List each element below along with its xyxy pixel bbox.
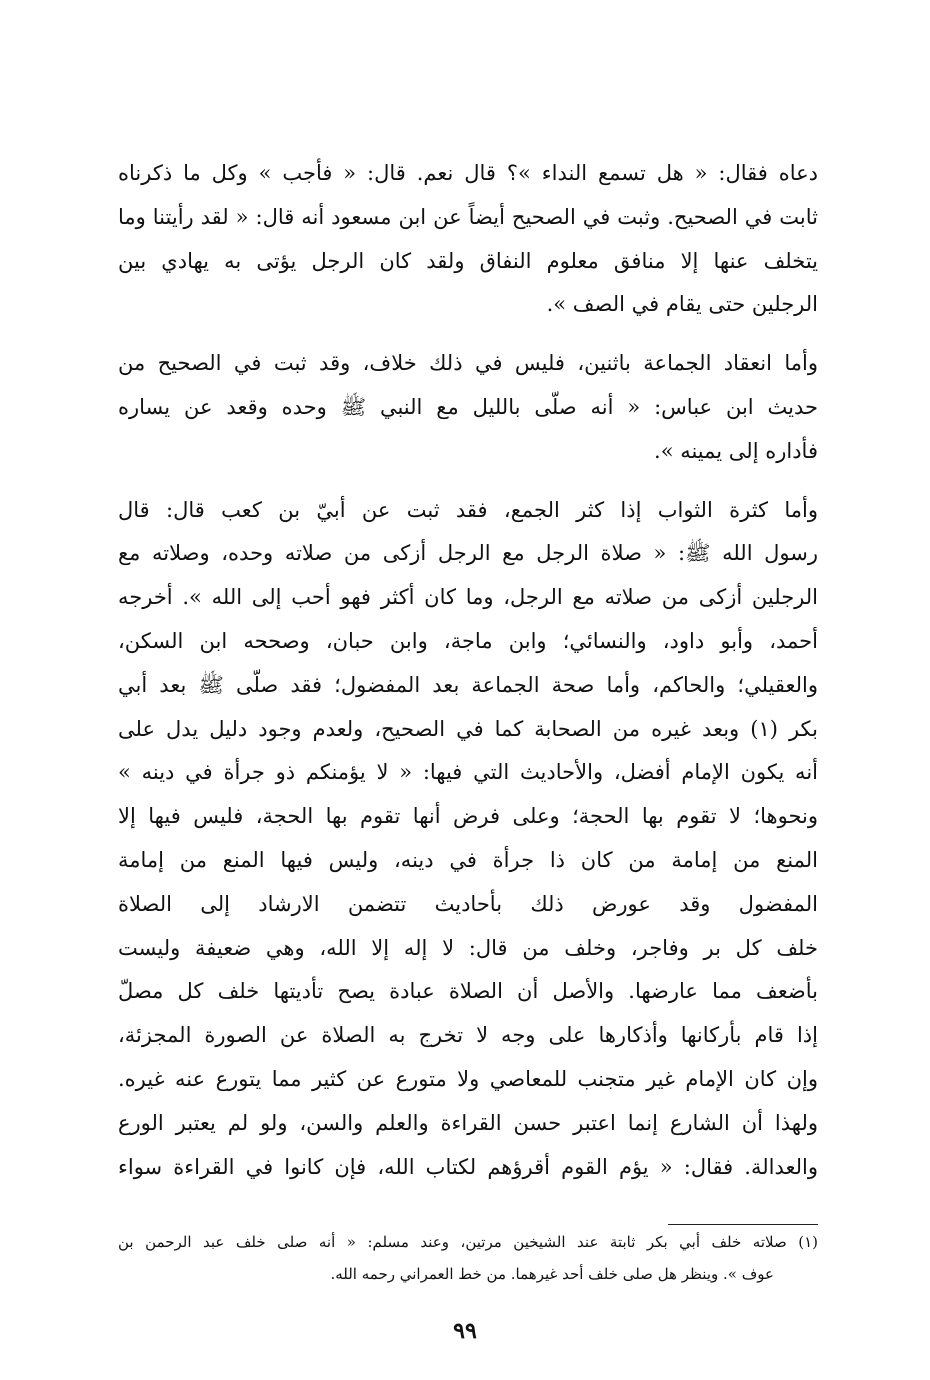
- text-line: خلف كل بر وفاجر، وخلف من قال: لا إله إلا الله، وهي ضعيفة وليست: [118, 935, 818, 960]
- text-line: وأما كثرة الثواب إذا كثر الجمع، فقد ثبت عن أبيّ بن كعب قال: قال: [118, 497, 818, 522]
- footnote-line: عوف ». وينظر هل صلى خلف أحد غيرهما. من خط العمراني رحمه الله.: [330, 1265, 774, 1283]
- text-line: بأضعف مما عارضها. والأصل أن الصلاة عبادة يصح تأديتها خلف كل مصلّ: [118, 979, 818, 1004]
- paragraph-gap: [118, 474, 818, 489]
- paragraph-gap: [118, 327, 818, 342]
- text-line: بكر (١) وبعد غيره من الصحابة كما في الصحيح، ولعدم وجود دليل يدل على: [118, 716, 818, 741]
- text-line: والعقيلي؛ والحاكم، وأما صحة الجماعة بعد المفضول؛ فقد صلّى ﷺ بعد أبي: [118, 672, 818, 697]
- footnote: [118, 1226, 818, 1290]
- text-line: أحمد، وأبو داود، والنسائي؛ وابن ماجة، وابن حبان، وصححه ابن السكن،: [118, 628, 818, 653]
- text-line: إذا قام بأركانها وأذكارها على وجه لا تخرج به الصلاة عن الصورة المجزئة،: [118, 1023, 818, 1048]
- text-line: أنه يكون الإمام أفضل، والأحاديث التي فيها: « لا يؤمنكم ذو جرأة في دينه »: [118, 760, 818, 785]
- text-line: ولهذا أن الشارع إنما اعتبر حسن القراءة والعلم والسن، ولو لم يعتبر الورع: [118, 1110, 818, 1135]
- footnote-separator: [668, 1224, 818, 1225]
- text-line: رسول الله ﷺ: « صلاة الرجل مع الرجل أزكى من صلاته وحده، وصلاته مع: [118, 541, 818, 566]
- text-line: الرجلين حتى يقام في الصف ».: [546, 292, 818, 317]
- footnote-line: (١) صلاته خلف أبي بكر ثابتة عند الشيخين مرتين، وعند مسلم: « أنه صلى خلف عبد الرحمن بن: [118, 1233, 818, 1251]
- text-line: حديث ابن عباس: « أنه صلّى بالليل مع النبي ﷺ وحده وقعد عن يساره: [118, 394, 818, 419]
- text-line: وأما انعقاد الجماعة باثنين، فليس في ذلك خلاف، وقد ثبت في الصحيح من: [118, 351, 818, 376]
- text-line: ثابت في الصحيح. وثبت في الصحيح أيضاً عن ابن مسعود أنه قال: « لقد رأيتنا وما: [118, 204, 818, 229]
- text-line: والعدالة. فقال: « يؤم القوم أقرؤهم لكتاب الله، فإن كانوا في القراءة سواء: [118, 1154, 818, 1179]
- text-line: دعاه فقال: « هل تسمع النداء »؟ قال نعم. قال: « فأجب » وكل ما ذكرناه: [118, 161, 818, 185]
- text-line: فأداره إلى يمينه ».: [654, 438, 818, 463]
- text-line: المنع من إمامة من كان ذا جرأة في دينه، وليس فيها المنع من إمامة: [118, 847, 818, 872]
- main-text: [118, 152, 818, 1189]
- text-line: يتخلف عنها إلا منافق معلوم النفاق ولقد كان الرجل يؤتى به يهادي بين: [118, 248, 818, 273]
- page-number: ٩٩: [453, 1318, 477, 1344]
- text-line: المفضول وقد عورض ذلك بأحاديث تتضمن الارشاد إلى الصلاة: [118, 891, 818, 916]
- text-line: وإن كان الإمام غير متجنب للمعاصي ولا متورع عن كثير مما يتورع عنه غيره.: [118, 1066, 818, 1091]
- text-line: الرجلين أزكى من صلاته مع الرجل، وما كان أكثر فهو أحب إلى الله ». أخرجه: [118, 585, 818, 610]
- text-line: ونحوها؛ لا تقوم بها الحجة؛ وعلى فرض أنها تقوم بها الحجة، فليس فيها إلا: [118, 804, 818, 829]
